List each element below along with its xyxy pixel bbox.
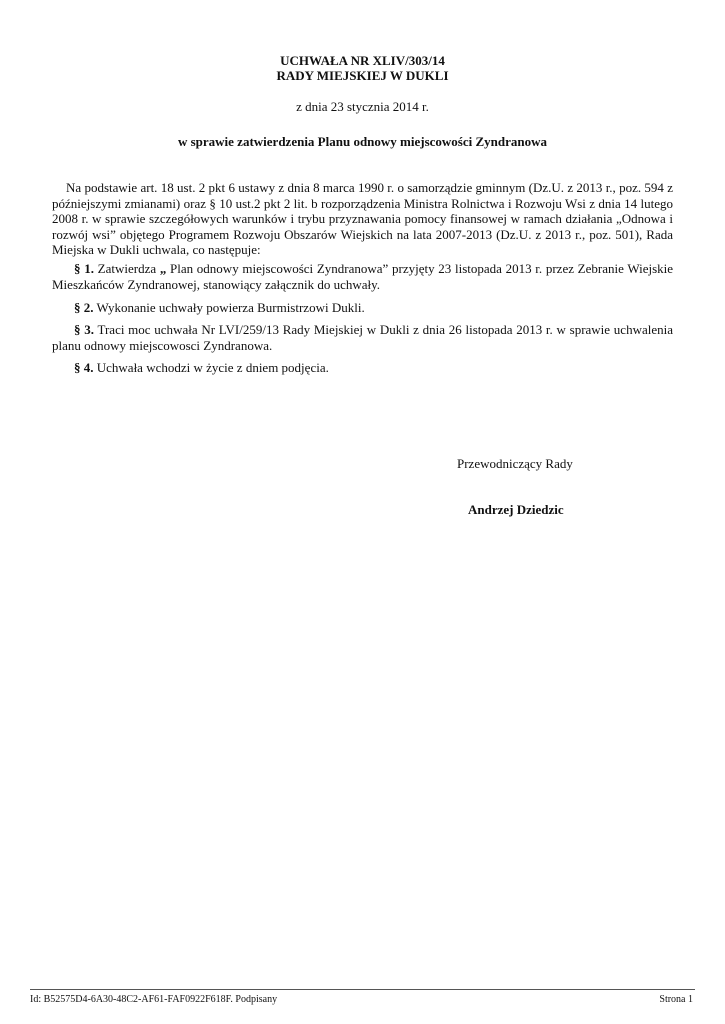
paragraph-1-sign: § 1. [74,261,94,276]
signature-role: Przewodniczący Rady [457,456,573,471]
paragraph-3-text: Traci moc uchwała Nr LVI/259/13 Rady Miejskiej w Dukli z dnia 26 listopada 2013 r. w sprawie uchwalenia planu odnowy miejscowosci Zyndranowa. [52,322,673,353]
paragraph-1-quote: „ [159,261,167,276]
preamble-paragraph: Na podstawie art. 18 ust. 2 pkt 6 ustawy z dnia 8 marca 1990 r. o samorządzie gminnym (Dz.U. z 2013 r., poz. 594 z późniejszymi zmianami) oraz § 10 ust.2 pkt 2 lit. b rozporządzenia Ministra Rolnictwa i Rozwoju Wsi z dnia 14 lutego 2008 r. w sprawie szczegółowych warunków i trybu przyznawania pomocy finansowej w ramach działania „Odnowa i rozwój wsi” objętego Programem Rozwoju Obszarów Wiejskich na lata 2007-2013 (Dz.U. z 2013 r., poz. 501), Rada Miejska w Dukli uchwala, co następuje: [52,180,673,257]
signature-name: Andrzej Dziedzic [468,502,564,517]
footer-page-number: Strona 1 [659,994,693,1005]
paragraph-4-sign: § 4. [74,360,94,375]
footer-document-id: Id: B52575D4-6A30-48C2-AF61-FAF0922F618F. Podpisany [30,994,278,1005]
paragraph-2-text: Wykonanie uchwały powierza Burmistrzowi Dukli. [93,300,365,315]
paragraph-2-sign: § 2. [74,300,94,315]
council-name: RADY MIEJSKIEJ W DUKLI [276,68,449,83]
resolution-title: UCHWAŁA NR XLIV/303/14 [280,53,445,68]
resolution-subject: w sprawie zatwierdzenia Planu odnowy miejscowości Zyndranowa [177,134,548,149]
paragraph-1 [52,261,673,292]
resolution-date: z dnia 23 stycznia 2014 r. [296,99,429,114]
paragraph-4 [52,360,673,376]
paragraph-3-sign: § 3. [74,322,94,337]
paragraph-4-text: Uchwała wchodzi w życie z dniem podjęcia. [93,360,329,375]
paragraph-3 [52,322,673,353]
paragraph-1-text-after: Plan odnowy miejscowości Zyndranowa” przyjęty 23 listopada 2013 r. przez Zebranie Wiejskie Mieszkańców Zyndranowej, stanowiący załącznik do uchwały. [52,261,674,292]
paragraph-2 [52,300,673,316]
paragraph-1-text-before: Zatwierdza [93,261,160,276]
footer-divider [30,989,695,990]
